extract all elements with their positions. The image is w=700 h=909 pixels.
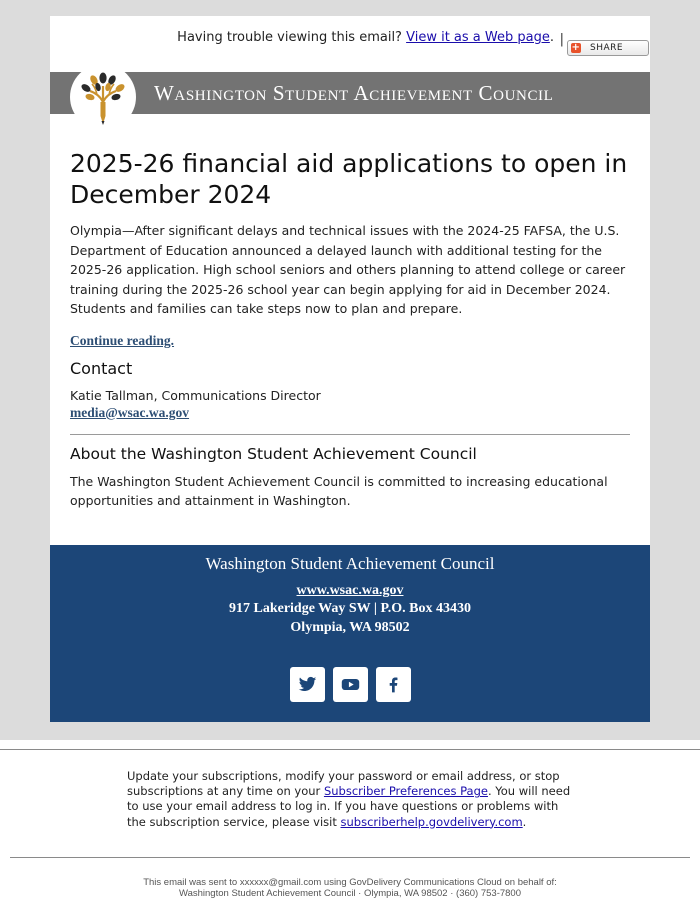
banner-title: Washington Student Achievement Council [154, 81, 554, 105]
share-button[interactable] [567, 40, 649, 56]
contact-heading: Contact [70, 358, 133, 378]
facebook-button[interactable] [376, 667, 411, 702]
facebook-icon [384, 675, 403, 694]
org-footer [50, 545, 650, 722]
email-card [50, 16, 650, 722]
share-label: SHARE [590, 43, 624, 53]
subscriber-preferences-link[interactable]: Subscriber Preferences Page [323, 784, 488, 799]
sent-notice-line2: Washington Student Achievement Council · Olympia, WA 98502 · (360) 753-7800 [178, 888, 521, 899]
footer-address-line2: Olympia, WA 98502 [290, 620, 410, 635]
footer-website-link[interactable]: www.wsac.wa.gov [296, 583, 404, 598]
article-lead: Olympia—After significant delays and technical issues with the 2024-25 FAFSA, the U.S. Department of Education announced a delayed launch with additional testing for the 2025-26 application. High school seniors and others planning to attend college or career training during the 2025-26 school year can begin applying for aid in December 2024. Students and families can take steps now to plan and prepare. [70, 223, 626, 316]
social-links [290, 667, 410, 703]
contact-email-link[interactable]: media@wsac.wa.gov [70, 404, 190, 420]
divider-bottom [10, 857, 690, 858]
sent-notice-line1: This email was sent to xxxxxx@gmail.com using GovDelivery Communications Cloud on behalf of: [143, 877, 557, 888]
about-heading: About the Washington Student Achievement Council [70, 444, 477, 463]
plus-icon: + [571, 42, 581, 53]
article-body [70, 148, 630, 511]
subscription-text [127, 769, 577, 830]
twitter-icon [298, 675, 317, 694]
trouble-text: Having trouble viewing this email? [177, 30, 402, 45]
youtube-button[interactable] [333, 667, 368, 702]
footer-org-name: Washington Student Achievement Council [205, 554, 495, 573]
article-headline: 2025-26 financial aid applications to open in December 2024 [70, 149, 628, 209]
subs-text-end: . [522, 814, 527, 829]
divider [70, 434, 630, 435]
tree-pen-logo-icon [70, 64, 136, 130]
sent-notice [0, 877, 700, 899]
youtube-icon [341, 675, 360, 694]
footer-address-line1: 917 Lakeridge Way SW | P.O. Box 43430 [228, 601, 472, 616]
subs-text-before: Update your subscriptions, modify your password or email address, or stop subscriptions at any time on your [127, 769, 560, 799]
brand-banner [50, 72, 650, 114]
subscriber-help-link[interactable]: subscriberhelp.govdelivery.com [340, 814, 523, 829]
subs-text-middle: . You will need to use your email address to log in. If you have questions or problems with the subscription service, please visit [127, 784, 571, 829]
divider-top [0, 749, 700, 750]
twitter-button[interactable] [290, 667, 325, 702]
separator: | [559, 32, 564, 47]
trouble-period: . [549, 30, 554, 45]
govdelivery-footer [0, 740, 700, 909]
about-text: The Washington Student Achievement Council is committed to increasing educational opportunities and attainment in Washington. [70, 473, 608, 508]
view-web-link[interactable]: View it as a Web page [406, 30, 550, 45]
continue-reading-link[interactable]: Continue reading. [70, 332, 175, 348]
logo [70, 64, 136, 130]
contact-name: Katie Tallman, Communications Director [70, 387, 321, 403]
trouble-message [177, 30, 554, 45]
